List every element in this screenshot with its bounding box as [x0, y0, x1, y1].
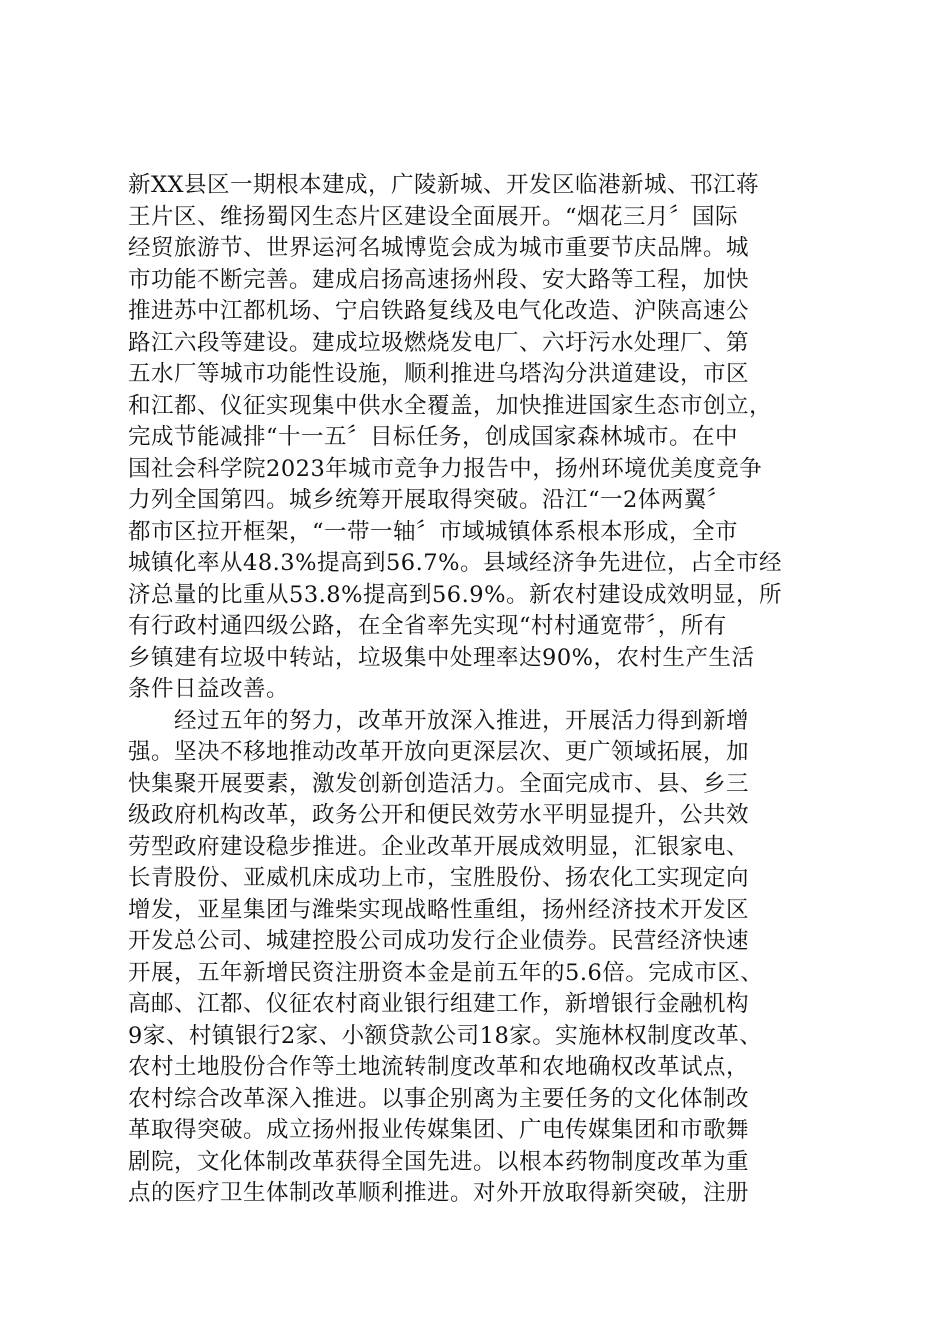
text-line: 高邮、江都、仪征农村商业银行组建工作，新增银行金融机构	[128, 991, 750, 1017]
text-line: 经贸旅游节、世界运河名城博览会成为城市重要节庆品牌。城	[128, 235, 750, 261]
text-line: 市功能不断完善。建成启扬高速扬州段、安大路等工程，加快	[128, 266, 750, 293]
paragraph-start-line: 经过五年的努力，改革开放深入推进，开展活力得到新增	[174, 707, 750, 734]
text-line: 完成节能减排“十一五〞目标任务，创成国家森林城市。在中	[128, 424, 739, 450]
text-line: 点的医疗卫生体制改革顺利推进。对外开放取得新突破，注册	[128, 1180, 750, 1206]
text-line: 力列全国第四。城乡统筹开展取得突破。沿江“一2体两翼〞	[128, 487, 730, 513]
text-line: 和江都、仪征实现集中供水全覆盖，加快推进国家生态市创立，	[128, 392, 773, 419]
body-text	[128, 170, 828, 1210]
text-line: 农村综合改革深入推进。以事企别离为主要任务的文化体制改	[128, 1085, 750, 1112]
text-line: 乡镇建有垃圾中转站，垃圾集中处理率达90%，农村生产生活	[128, 644, 755, 671]
text-line: 长青股份、亚威机床成功上市，宝胜股份、扬农化工实现定向	[128, 865, 750, 891]
text-line: 王片区、维扬蜀冈生态片区建设全面展开。“烟花三月〞国际	[128, 203, 739, 230]
text-line: 路江六段等建设。建成垃圾燃烧发电厂、六圩污水处理厂、第	[128, 329, 750, 356]
text-line: 级政府机构改革，政务公开和便民效劳水平明显提升，公共效	[128, 802, 750, 828]
text-line: 五水厂等城市功能性设施，顺利推进乌塔沟分洪道建设，市区	[128, 361, 750, 387]
text-line: 剧院，文化体制改革获得全国先进。以根本药物制度改革为重	[128, 1148, 750, 1175]
text-line: 新XX县区一期根本建成，广陵新城、开发区临港新城、邗江蒋	[128, 172, 760, 198]
text-line: 国社会科学院2023年城市竞争力报告中，扬州环境优美度竞争	[128, 455, 763, 482]
text-line: 条件日益改善。	[128, 676, 290, 702]
text-line: 农村土地股份合作等土地流转制度改革和农地确权改革试点，	[128, 1054, 750, 1080]
text-line: 有行政村通四级公路，在全省率先实现“村村通宽带〞，所有	[128, 613, 727, 639]
text-line: 快集聚开展要素，激发创新创造活力。全面完成市、县、乡三	[128, 770, 750, 797]
text-line: 开发总公司、城建控股公司成功发行企业债券。民营经济快速	[128, 928, 750, 954]
text-line: 劳型政府建设稳步推进。企业改革开展成效明显，汇银家电、	[128, 833, 750, 860]
text-line: 革取得突破。成立扬州报业传媒集团、广电传媒集团和市歌舞	[128, 1117, 750, 1143]
text-line: 强。坚决不移地推动改革开放向更深层次、更广领域拓展，加	[128, 739, 750, 765]
text-line: 济总量的比重从53.8%提高到56.9%。新农村建设成效明显，所	[128, 581, 782, 608]
text-line: 开展，五年新增民资注册资本金是前五年的5.6倍。完成市区、	[128, 959, 764, 986]
text-line: 增发，亚星集团与潍柴实现战略性重组，扬州经济技术开发区	[128, 896, 750, 923]
text-line: 城镇化率从48.3%提高到56.7%。县域经济争先进位，占全市经	[128, 550, 782, 576]
text-line: 9家、村镇银行2家、小额贷款公司18家。实施林权制度改革、	[128, 1022, 763, 1049]
text-line: 推进苏中江都机场、宁启铁路复线及电气化改造、沪陕高速公	[128, 298, 750, 324]
text-line: 都市区拉开框架，“一带一轴〞市域城镇体系根本形成，全市	[128, 518, 739, 545]
